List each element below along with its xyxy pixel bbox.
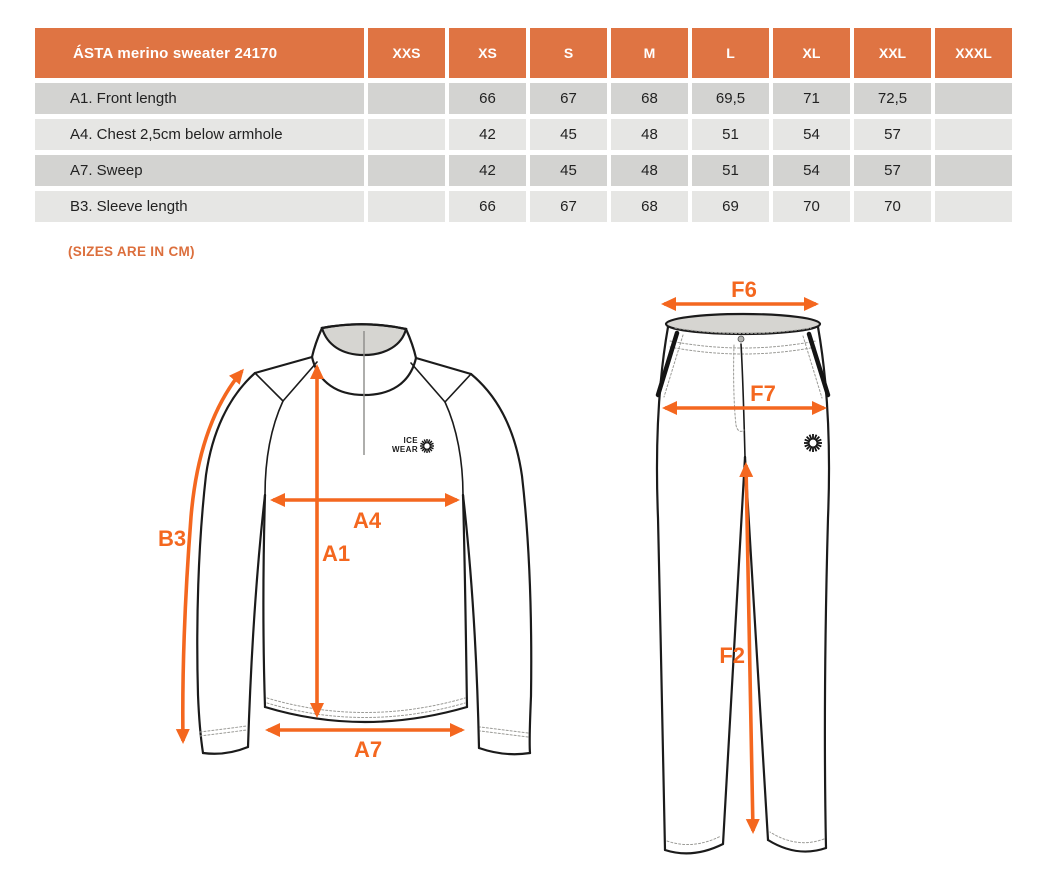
table-value: 57: [854, 119, 931, 150]
table-value: 67: [530, 191, 607, 222]
table-value: [368, 191, 445, 222]
icewear-logo: [392, 436, 434, 454]
svg-text:WEAR: WEAR: [391, 445, 418, 454]
a4-label: A4: [352, 508, 382, 533]
pants-diagram: [630, 277, 910, 883]
table-value: 57: [854, 155, 931, 186]
table-value: 51: [692, 155, 769, 186]
snowflake-icon: [804, 434, 822, 452]
table-title: ÁSTA merino sweater 24170: [35, 28, 364, 78]
column-header-xl: XL: [773, 28, 850, 78]
row-label: A4. Chest 2,5cm below armhole: [35, 119, 364, 150]
table-value: 72,5: [854, 83, 931, 114]
table-value: 70: [773, 191, 850, 222]
pants-waistband: [666, 314, 820, 354]
column-header-l: L: [692, 28, 769, 78]
sweater-diagram: [150, 295, 570, 770]
table-value: 48: [611, 119, 688, 150]
row-label: A7. Sweep: [35, 155, 364, 186]
table-value: [935, 155, 1012, 186]
table-value: 42: [449, 119, 526, 150]
column-header-xxl: XXL: [854, 28, 931, 78]
b3-sleeve-arrow: [183, 371, 242, 741]
f7-label: F7: [750, 381, 776, 406]
column-header-xs: XS: [449, 28, 526, 78]
table-value: [368, 119, 445, 150]
column-header-xxs: XXS: [368, 28, 445, 78]
waist-button: [738, 336, 744, 342]
table-value: 70: [854, 191, 931, 222]
sweater-shoulders: [255, 357, 471, 495]
table-value: 71: [773, 83, 850, 114]
table-value: [368, 155, 445, 186]
f6-label: F6: [731, 277, 757, 302]
pants-fly: [734, 344, 745, 457]
table-value: 68: [611, 191, 688, 222]
a7-label: A7: [353, 737, 383, 762]
table-value: [935, 191, 1012, 222]
row-label: A1. Front length: [35, 83, 364, 114]
b3-label: B3: [157, 526, 187, 551]
size-table: [35, 28, 1012, 222]
table-value: [935, 119, 1012, 150]
table-value: 54: [773, 155, 850, 186]
table-value: [368, 83, 445, 114]
sweater-right-sleeve: [463, 374, 531, 754]
table-value: 45: [530, 155, 607, 186]
table-value: 66: [449, 191, 526, 222]
column-header-m: M: [611, 28, 688, 78]
table-value: 42: [449, 155, 526, 186]
f2-label: F2: [719, 643, 745, 668]
svg-text:ICE: ICE: [403, 436, 418, 445]
table-value: 48: [611, 155, 688, 186]
table-value: 68: [611, 83, 688, 114]
column-header-s: S: [530, 28, 607, 78]
row-label: B3. Sleeve length: [35, 191, 364, 222]
table-value: 45: [530, 119, 607, 150]
table-value: 66: [449, 83, 526, 114]
column-header-xxxl: XXXL: [935, 28, 1012, 78]
table-value: 69,5: [692, 83, 769, 114]
table-value: [935, 83, 1012, 114]
table-value: 51: [692, 119, 769, 150]
a1-label: A1: [321, 541, 351, 566]
units-note: (SIZES ARE IN CM): [68, 244, 195, 259]
table-value: 69: [692, 191, 769, 222]
table-value: 67: [530, 83, 607, 114]
snowflake-icon: [420, 439, 434, 453]
table-value: 54: [773, 119, 850, 150]
